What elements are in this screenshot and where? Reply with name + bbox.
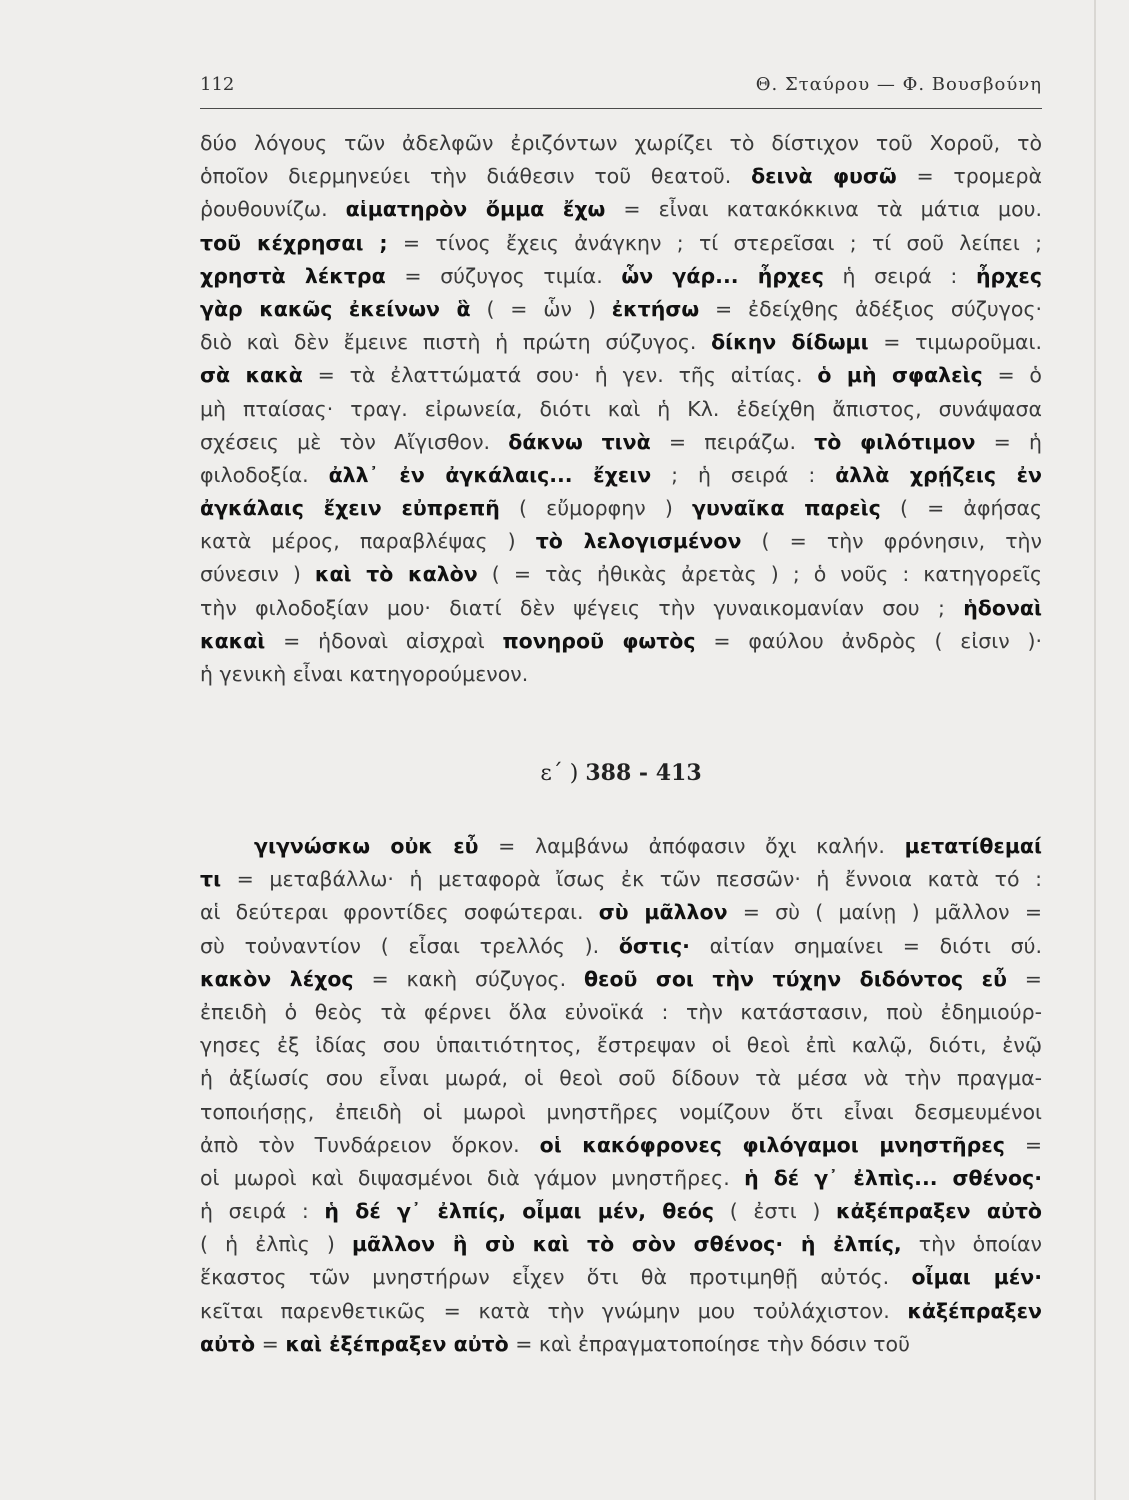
line-text: = bbox=[255, 1331, 286, 1356]
line-text: τὴν φιλοδοξίαν μου· διατί δὲν ψέγεις τὴν γυναικομανίαν σου ; bbox=[200, 595, 964, 620]
line-text: = bbox=[1004, 1132, 1042, 1157]
line-text: ὁποῖον διερμηνεύει τὴν διάθεσιν τοῦ θεατοῦ. bbox=[200, 164, 752, 189]
paragraph2-line bbox=[200, 1195, 1042, 1228]
page-number: 112 bbox=[200, 74, 235, 95]
paragraph1-line bbox=[200, 592, 1042, 625]
paragraph2-line bbox=[200, 1029, 1042, 1062]
lemma-term: πονηροῦ φωτὸς bbox=[502, 628, 696, 653]
line-text: = bbox=[1006, 966, 1042, 991]
lemma-term: σὰ κακὰ bbox=[200, 363, 303, 388]
line-text: ἀπὸ τὸν Τυνδάρειον ὅρκον. bbox=[200, 1132, 540, 1157]
line-text: ἡ σειρά : bbox=[823, 263, 976, 288]
lemma-term: καὶ τὸ καλὸν bbox=[314, 562, 478, 587]
page-edge-shadow bbox=[1094, 0, 1096, 1500]
lemma-term: σὺ μᾶλλον bbox=[598, 900, 728, 925]
paragraph2-line bbox=[200, 1162, 1042, 1195]
line-text: αἰτίαν σημαίνει = διότι σύ. bbox=[689, 933, 1042, 958]
line-text: = ὁ bbox=[982, 363, 1042, 388]
paragraph2-line bbox=[200, 1295, 1042, 1328]
line-text: ἡ γενικὴ εἶναι κατηγορούμενον. bbox=[200, 662, 529, 686]
lemma-term: τι bbox=[200, 867, 222, 892]
line-text: ἡ σειρά : bbox=[200, 1199, 325, 1224]
lemma-term: γυναῖκα παρεὶς bbox=[691, 496, 881, 521]
line-text: = τίνος ἔχεις ἀνάγκην ; τί στερεῖσαι ; τί σοῦ λείπει ; bbox=[387, 230, 1042, 255]
lemma-term: αὐτὸ bbox=[200, 1331, 256, 1356]
lemma-term: οἶμαι μέν· bbox=[911, 1265, 1042, 1290]
lemma-term: ἡ δέ γ᾽ ἐλπίς, οἶμαι μέν, θεός bbox=[324, 1199, 715, 1224]
header-rule bbox=[200, 108, 1042, 109]
line-text: = τιμωροῦμαι. bbox=[868, 330, 1042, 355]
line-text: τὴν ὁποίαν bbox=[901, 1232, 1042, 1257]
lemma-term: ἡ δέ γ᾽ ἐλπὶς... σθένος· bbox=[744, 1165, 1042, 1190]
paragraph1-line bbox=[200, 459, 1042, 492]
line-text: = λαμβάνω ἀπόφασιν ὄχι καλήν. bbox=[478, 834, 905, 858]
line-text: = φαύλου ἀνδρὸς ( εἰσιν )· bbox=[695, 628, 1042, 653]
line-text: = σὺ ( μαίνῃ ) μᾶλλον = bbox=[727, 900, 1042, 925]
commentary-paragraph-2 bbox=[200, 830, 1042, 1361]
paragraph1-line bbox=[200, 525, 1042, 558]
paragraph1-line bbox=[200, 127, 1042, 160]
line-text: γησες ἐξ ἰδίας σου ὑπαιτιότητος, ἔστρεψαν οἱ θεοὶ ἐπὶ καλῷ, διότι, ἐνῷ bbox=[200, 1033, 1042, 1058]
paragraph2-line bbox=[200, 996, 1042, 1029]
commentary-paragraph-1 bbox=[200, 127, 1042, 691]
line-text: ( εὔμορφην ) bbox=[499, 496, 692, 521]
line-text: = ἡδοναὶ αἰσχραὶ bbox=[265, 628, 503, 653]
lemma-term: ἐκτήσω bbox=[611, 296, 700, 321]
paragraph2-line bbox=[200, 963, 1042, 996]
lemma-term: ἀλλὰ χρῄζεις ἐν bbox=[835, 462, 1042, 487]
section-heading bbox=[200, 760, 1042, 786]
lemma-term: κακὸν λέχος bbox=[200, 966, 354, 991]
paragraph1-line bbox=[200, 393, 1042, 426]
line-text: φιλοδοξία. bbox=[200, 462, 329, 487]
line-text: σχέσεις μὲ τὸν Αἴγισθον. bbox=[200, 429, 509, 454]
line-text: μὴ πταίσας· τραγ. εἰρωνεία, διότι καὶ ἡ Κλ. ἐδείχθη ἄπιστος, συνάψασα bbox=[200, 396, 1042, 421]
line-text: ( ἡ ἐλπὶς ) bbox=[200, 1232, 352, 1257]
lemma-term: τὸ λελογισμένον bbox=[535, 529, 742, 554]
lemma-term: ἦρχες bbox=[975, 263, 1042, 288]
lemma-term: οἱ κακόφρονες φιλόγαμοι μνηστῆρες bbox=[539, 1132, 1005, 1157]
lemma-term: δάκνω τινὰ bbox=[508, 429, 651, 454]
running-head-authors: Θ. Σταύρου — Φ. Βουσβούνη bbox=[755, 74, 1042, 95]
line-text: διὸ καὶ δὲν ἔμεινε πιστὴ ἡ πρώτη σύζυγος. bbox=[200, 330, 712, 355]
line-text: κεῖται παρενθετικῶς = κατὰ τὴν γνώμην μου τοὐλάχιστον. bbox=[200, 1298, 908, 1323]
paragraph1-line bbox=[200, 492, 1042, 525]
line-text: ( = ἀφήσας bbox=[880, 496, 1042, 521]
line-text: ἐπειδὴ ὁ θεὸς τὰ φέρνει ὅλα εὐνοϊκά : τὴν κατάστασιν, ποὺ ἐδημιούρ- bbox=[200, 999, 1042, 1024]
line-text: = εἶναι κατακόκκινα τὰ μάτια μου. bbox=[605, 197, 1042, 222]
lemma-term: κἀξέπραξεν αὐτὸ bbox=[836, 1199, 1042, 1224]
lemma-term: ἀλλ᾽ ἐν ἀγκάλαις... ἔχειν bbox=[328, 462, 652, 487]
line-text: = μεταβάλλω· ἡ μεταφορὰ ἴσως ἐκ τῶν πεσσῶν· ἡ ἔννοια κατὰ τό : bbox=[221, 867, 1042, 892]
lemma-term: τὸ φιλότιμον bbox=[814, 429, 976, 454]
lemma-term: ὧν γάρ... ἦρχες bbox=[621, 263, 824, 288]
line-text: = σύζυγος τιμία. bbox=[385, 263, 622, 288]
paragraph1-line bbox=[200, 160, 1042, 193]
line-text: σὺ τοὐναντίον ( εἶσαι τρελλός ). bbox=[200, 933, 619, 958]
lemma-term: γιγνώσκω οὐκ εὖ bbox=[254, 834, 479, 858]
line-text: ἕκαστος τῶν μνηστήρων εἶχεν ὅτι θὰ προτιμηθῇ αὐτός. bbox=[200, 1265, 912, 1290]
line-text: ; ἡ σειρά : bbox=[651, 462, 836, 487]
line-text: τοποιήσῃς, ἐπειδὴ οἱ μωροὶ μνηστῆρες νομίζουν ὅτι εἶναι δεσμευμένοι bbox=[200, 1099, 1042, 1124]
line-text: κατὰ μέρος, παραβλέψας ) bbox=[200, 529, 536, 554]
line-text: ( = ὧν ) bbox=[470, 296, 612, 321]
lemma-term: γὰρ κακῶς ἐκείνων ἃ bbox=[200, 296, 471, 321]
lemma-term: ὅστις· bbox=[618, 933, 690, 958]
paragraph2-line bbox=[200, 830, 1042, 863]
line-text: = τὰ ἐλαττώματά σου· ἡ γεν. τῆς αἰτίας. bbox=[302, 363, 818, 388]
paragraph2-line bbox=[200, 1129, 1042, 1162]
paragraph1-line bbox=[200, 359, 1042, 392]
paragraph2-line bbox=[200, 1228, 1042, 1261]
line-text: ( = τὴν φρόνησιν, τὴν bbox=[741, 529, 1042, 554]
paragraph2-line bbox=[200, 896, 1042, 929]
lemma-term: δίκην δίδωμι bbox=[711, 330, 869, 355]
paragraph1-line bbox=[200, 558, 1042, 591]
lemma-term: ὁ μὴ σφαλεὶς bbox=[817, 363, 983, 388]
paragraph1-line bbox=[200, 625, 1042, 658]
line-text: ἡ ἀξίωσίς σου εἶναι μωρά, οἱ θεοὶ σοῦ δίδουν τὰ μέσα νὰ τὴν πραγμα- bbox=[200, 1066, 1042, 1091]
lemma-term: κακαὶ bbox=[200, 628, 266, 653]
lemma-term: μᾶλλον ἢ σὺ καὶ τὸ σὸν σθένος· ἡ ἐλπίς, bbox=[351, 1232, 902, 1257]
line-text: = ἐδείχθης ἀδέξιος σύζυγος· bbox=[699, 296, 1042, 321]
paragraph2-line bbox=[200, 1328, 1042, 1361]
lemma-term: ἀγκάλαις ἔχειν εὐπρεπῆ bbox=[200, 496, 500, 521]
paragraph1-line bbox=[200, 227, 1042, 260]
line-text: δύο λόγους τῶν ἀδελφῶν ἐριζόντων χωρίζει τὸ δίστιχον τοῦ Χοροῦ, τὸ bbox=[200, 131, 1042, 155]
paragraph1-line bbox=[200, 193, 1042, 226]
line-text: = τρομερὰ bbox=[896, 164, 1042, 189]
paragraph2-line bbox=[200, 863, 1042, 896]
paragraph1-line bbox=[200, 426, 1042, 459]
paragraph1-line bbox=[200, 658, 1042, 691]
lemma-term: δεινὰ φυσῶ bbox=[751, 164, 897, 189]
line-text: σύνεσιν ) bbox=[200, 562, 315, 587]
paragraph1-line bbox=[200, 293, 1042, 326]
paragraph2-line bbox=[200, 1062, 1042, 1095]
line-text: = πειράζω. bbox=[650, 429, 815, 454]
line-text: ( ἐστι ) bbox=[714, 1199, 836, 1224]
lemma-term: θεοῦ σοι τὴν τύχην διδόντος εὖ bbox=[583, 966, 1007, 991]
section-letter: ε΄ ) bbox=[540, 761, 579, 786]
paragraph1-line bbox=[200, 326, 1042, 359]
page-header bbox=[200, 74, 1042, 104]
lemma-term: χρηστὰ λέκτρα bbox=[200, 263, 386, 288]
line-text: ( = τὰς ἠθικὰς ἀρετὰς ) ; ὁ νοῦς : κατηγορεῖς bbox=[477, 562, 1042, 587]
line-text: = κακὴ σύζυγος. bbox=[353, 966, 584, 991]
line-text: οἱ μωροὶ καὶ διψασμένοι διὰ γάμον μνηστῆρες. bbox=[200, 1165, 745, 1190]
paragraph2-line bbox=[200, 930, 1042, 963]
lemma-term: αἱματηρὸν ὄμμα ἔχω bbox=[345, 197, 606, 222]
line-text: = καὶ ἐπραγματοποίησε τὴν δόσιν τοῦ bbox=[508, 1331, 910, 1356]
lemma-term: καὶ ἐξέπραξεν αὐτὸ bbox=[285, 1331, 509, 1356]
lemma-term: τοῦ κέχρησαι ; bbox=[200, 230, 388, 255]
paragraph1-line bbox=[200, 260, 1042, 293]
paragraph2-line bbox=[200, 1096, 1042, 1129]
line-text: = ἡ bbox=[975, 429, 1042, 454]
paragraph2-line bbox=[200, 1261, 1042, 1294]
lemma-term: κἀξέπραξεν bbox=[907, 1298, 1042, 1323]
lemma-term: μετατίθεμαί bbox=[904, 834, 1042, 858]
lemma-term: ἡδοναὶ bbox=[963, 595, 1042, 620]
line-text: ῥουθουνίζω. bbox=[200, 197, 346, 222]
section-line-range: 388 - 413 bbox=[585, 760, 702, 786]
line-text: αἱ δεύτεραι φροντίδες σοφώτεραι. bbox=[200, 900, 599, 925]
